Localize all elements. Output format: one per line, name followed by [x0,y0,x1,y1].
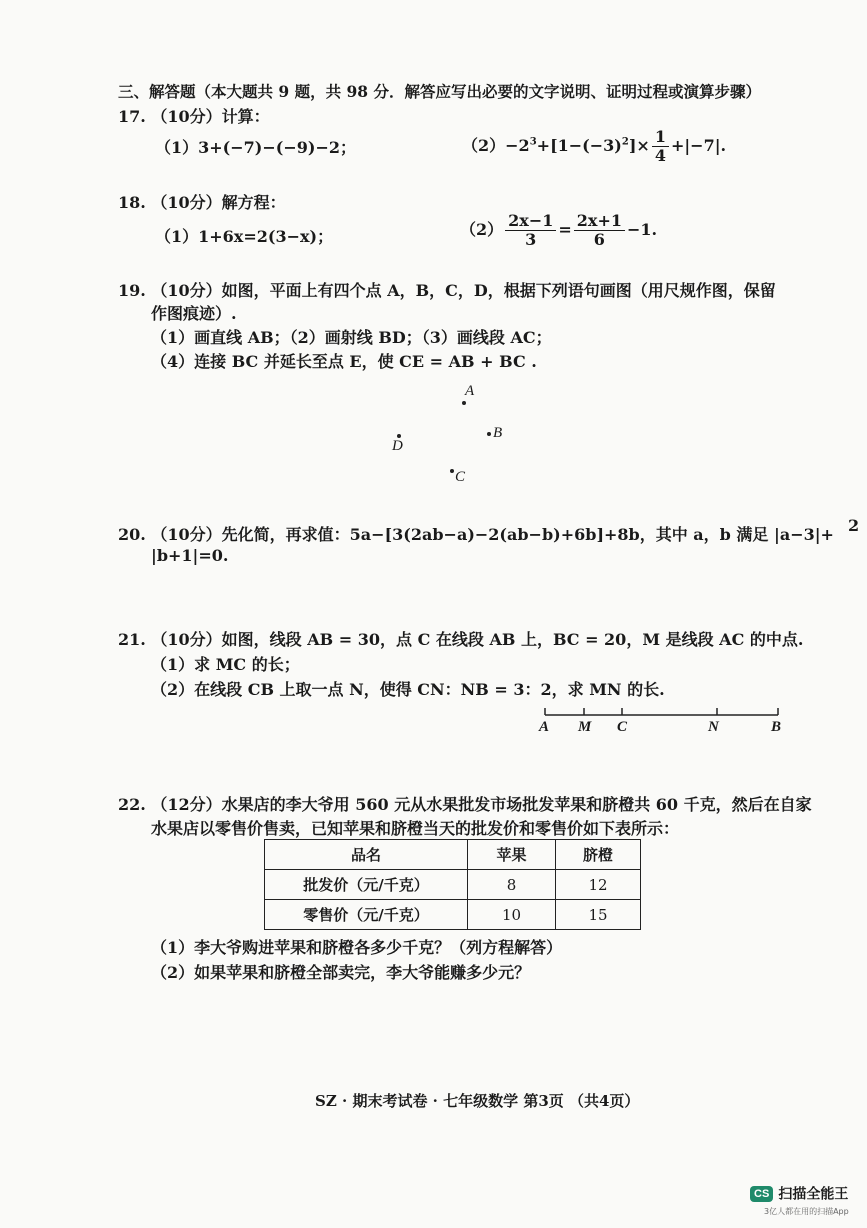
q21-line2: （1）求 MC 的长； [151,655,300,674]
table-cell: 12 [556,870,641,900]
segment-label-m: M [578,719,592,735]
q17-title: 17. （10分）计算： [118,107,270,126]
point-a-dot [462,401,466,405]
q18-part1: （1）1+6x=2(3−x)； [155,227,334,246]
q19-line4: （4）连接 BC 并延长至点 E，使 CE = AB + BC . [151,352,537,371]
q20-line2: |b+1|=0. [151,546,229,565]
q22-line1: 22. （12分）水果店的李大爷用 560 元从水果批发市场批发苹果和脐橙共 60 千克，然后在自家 [118,795,812,814]
table-cell: 15 [556,900,641,930]
table-row [265,900,641,930]
q21-line3: （2）在线段 CB 上取一点 N，使得 CN：NB = 3：2，求 MN 的长. [151,680,665,699]
q17-part2: $(2)-2^3+[1-(-3)^2]\times$ $\frac{1}{4}$ +|−7|. [462,127,727,165]
scanner-watermark [750,1183,848,1204]
table-cell: 零售价（元/千克） [265,900,468,930]
q22-line4: （2）如果苹果和脐橙全部卖完，李大爷能赚多少元？ [151,963,531,982]
segment-label-a: A [539,719,550,735]
table-header-cell: 脐橙 [556,840,641,870]
section-header: 三、解答题（本大题共 9 题，共 98 分．解答应写出必要的文字说明、证明过程或演算步骤） [118,82,761,101]
point-a-label: A [465,383,475,399]
table-cell: 批发价（元/千克） [265,870,468,900]
q18-title: 18. （10分）解方程： [118,193,286,212]
table-cell: 10 [468,900,556,930]
table-header-cell: 苹果 [468,840,556,870]
price-table [264,839,641,930]
q19-line2: 作图痕迹）. [151,304,237,323]
point-b-label: B [493,425,503,441]
segment-label-n: N [708,719,719,735]
q22-line2: 水果店以零售价售卖，已知苹果和脐橙当天的批发价和零售价如下表所示： [151,819,680,838]
segment-label-c: C [617,719,628,735]
segment-label-b: B [771,719,782,735]
segment-ab-svg [540,700,785,720]
q17-part1: （1）3+(−7)−(−9)−2； [155,138,356,157]
q20-line1: 20. （10分）先化简，再求值：5a−[3(2ab−a)−2(ab−b)+6b]+8b，其中 a，b 满足 |a−3|+ [118,525,834,544]
scanner-title: 扫描全能王 [778,1186,849,1203]
q18-part2: （2） $\frac{2x-1}{3}$ = $\frac{2x+1}{6}$ −1. [460,211,658,249]
point-b-dot [487,432,491,436]
table-header-cell: 品名 [265,840,468,870]
scanner-badge-icon: CS [750,1186,773,1202]
table-row [265,870,641,900]
table-cell: 8 [468,870,556,900]
q22-line3: （1）李大爷购进苹果和脐橙各多少千克？（列方程解答） [151,938,563,957]
table-header-row [265,840,641,870]
scanner-subtitle: 3亿人都在用的扫描App [764,1207,849,1216]
q19-line1: 19. （10分）如图，平面上有四个点 A，B，C，D，根据下列语句画图（用尺规作图，保留 [118,281,776,300]
point-c-dot [450,469,454,473]
point-c-label: C [455,469,466,485]
q20-margin-mark: 2 [848,516,860,535]
q19-line3: （1）画直线 AB；（2）画射线 BD；（3）画线段 AC； [151,328,552,347]
q21-line1: 21. （10分）如图，线段 AB = 30，点 C 在线段 AB 上，BC = 20，M 是线段 AC 的中点. [118,630,804,649]
page-footer: SZ · 期末考试卷 · 七年级数学 第3页 （共4页） [315,1092,640,1110]
point-d-label: D [392,438,403,454]
